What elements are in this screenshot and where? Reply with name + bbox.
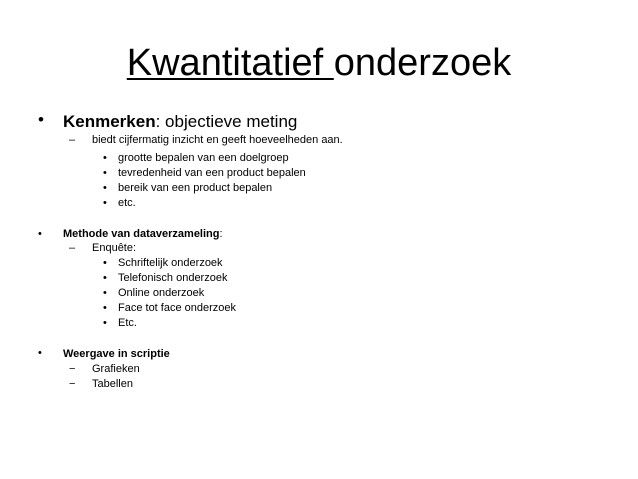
bullet-k-item-1: • — [103, 167, 107, 179]
list-item: Online onderzoek — [118, 287, 205, 299]
bullet-m-item-2: • — [103, 287, 107, 299]
bullet-k-item-2: • — [103, 182, 107, 194]
heading-weergave — [63, 347, 170, 361]
slide-title — [0, 40, 638, 86]
list-item: Etc. — [118, 317, 137, 329]
title-rest: onderzoek — [333, 42, 512, 84]
kenmerken-label: Kenmerken — [63, 112, 156, 131]
dash-methode-sub: – — [69, 242, 76, 254]
bullet-m-item-3: • — [103, 302, 107, 314]
dash-kenmerken-sub: – — [69, 134, 76, 146]
methode-label: Methode van dataverzameling — [63, 228, 220, 240]
list-item: Telefonisch onderzoek — [118, 272, 228, 284]
bullet-kenmerken: • — [38, 110, 44, 129]
list-item: Face tot face onderzoek — [118, 302, 237, 314]
bullet-m-item-0: • — [103, 257, 107, 269]
list-item: bereik van een product bepalen — [118, 182, 273, 194]
methode-rest: : — [219, 228, 223, 240]
title-underlined: Kwantitatief — [126, 42, 334, 84]
kenmerken-sub: biedt cijfermatig inzicht en geeft hoeveelheden aan. — [92, 134, 343, 146]
dash-w-item-1: − — [69, 378, 76, 390]
list-item: tevredenheid van een product bepalen — [118, 167, 306, 179]
list-item: Schriftelijk onderzoek — [118, 257, 223, 269]
bullet-k-item-0: • — [103, 152, 107, 164]
list-item: Grafieken — [92, 363, 140, 375]
list-item: Tabellen — [92, 378, 133, 390]
bullet-m-item-1: • — [103, 272, 107, 284]
heading-kenmerken — [63, 112, 297, 132]
methode-sub: Enquête: — [92, 242, 137, 254]
weergave-label: Weergave in scriptie — [63, 348, 170, 360]
heading-methode — [63, 227, 223, 241]
list-item: grootte bepalen van een doelgroep — [118, 152, 289, 164]
list-item: etc. — [118, 197, 136, 209]
bullet-k-item-3: • — [103, 197, 107, 209]
dash-w-item-0: − — [69, 363, 76, 375]
kenmerken-rest: : objectieve meting — [155, 112, 298, 131]
bullet-weergave: • — [38, 347, 42, 359]
bullet-methode: • — [38, 228, 42, 240]
bullet-m-item-4: • — [103, 317, 107, 329]
